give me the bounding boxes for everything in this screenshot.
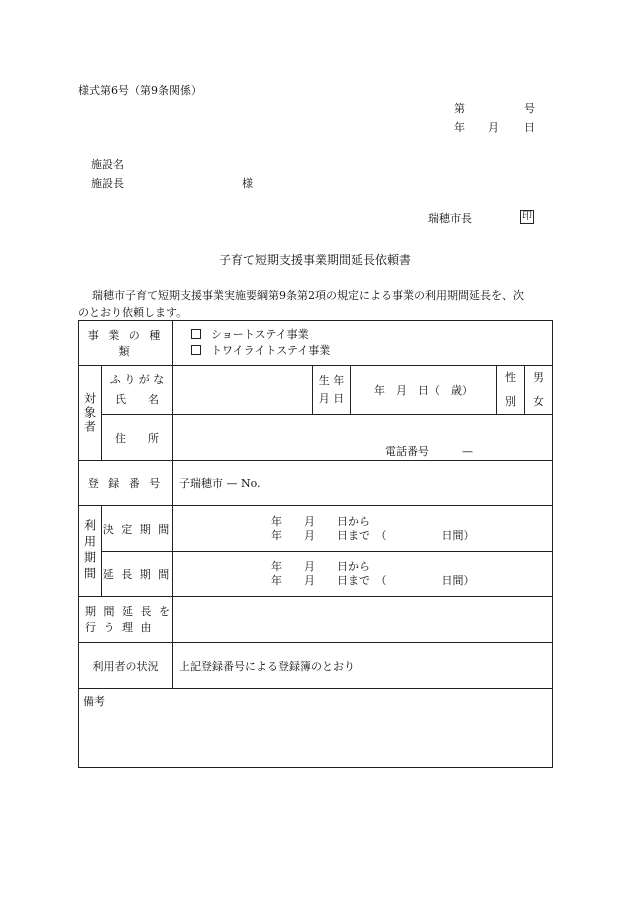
document-title: 子育て短期支援事業期間延長依頼書: [218, 253, 411, 267]
row-address: [79, 415, 553, 461]
sex-label-2: 別: [505, 395, 516, 408]
option-short-stay[interactable]: [191, 327, 552, 343]
decided-period-label: 決 定 期 間: [102, 506, 173, 552]
honorific: 様: [242, 177, 253, 190]
doc-date-month: 月: [488, 121, 499, 134]
row-reason: [79, 597, 553, 643]
extension-from: 年 月 日から: [271, 560, 370, 573]
usage-period-label-text: 利用期間: [82, 519, 97, 583]
decided-to: 年 月 日まで （ 日間）: [271, 528, 475, 542]
registration-label: 登 録 番 号: [79, 461, 173, 506]
doc-number-dai: 第: [454, 102, 465, 115]
sex-female[interactable]: 女: [533, 395, 545, 408]
birthdate-label-2: 月 日: [318, 392, 345, 405]
sex-options-cell[interactable]: [525, 366, 553, 415]
user-status-label: 利用者の状況: [79, 643, 173, 689]
facility-head-label: 施設長: [91, 177, 124, 190]
checkbox-icon[interactable]: [191, 329, 201, 339]
service-type-options: [173, 321, 553, 366]
decided-from: 年 月 日から: [271, 514, 370, 528]
remarks-cell[interactable]: [79, 689, 553, 768]
doc-number-go: 号: [524, 102, 535, 115]
name-value[interactable]: [173, 366, 313, 415]
row-decided-period: [79, 506, 553, 552]
seal-box: 印: [522, 211, 532, 222]
reason-label: [79, 597, 173, 643]
address-label: 住 所: [102, 415, 173, 461]
name-label: 氏 名: [115, 393, 159, 406]
option-short-stay-label: ショートステイ事業: [211, 328, 309, 341]
row-user-status: [79, 643, 553, 689]
row-service-type: [79, 321, 553, 366]
decided-period-value[interactable]: [173, 506, 553, 552]
doc-date-day: 日: [524, 121, 535, 134]
issuer-mayor: 瑞穂市長: [428, 212, 472, 225]
reason-value[interactable]: [173, 597, 553, 643]
sex-label-cell: [497, 366, 525, 415]
service-type-label: 事 業 の 種 類: [79, 321, 173, 366]
row-extension-period: [79, 552, 553, 597]
subject-label-text: 対象者: [82, 392, 97, 434]
address-value[interactable]: [173, 415, 553, 461]
reason-label-1: 期 間 延 長 を: [85, 604, 172, 618]
body-text-line2: のとおり依頼します。: [78, 306, 188, 319]
sex-male[interactable]: 男: [533, 371, 545, 384]
reason-label-2: 行 う 理 由: [85, 620, 154, 634]
option-twilight-stay-label: トワイライトステイ事業: [211, 344, 331, 357]
application-table: [78, 320, 553, 768]
extension-period-label: 延 長 期 間: [102, 552, 173, 597]
subject-label: [79, 366, 102, 461]
birthdate-label-cell: [313, 366, 351, 415]
extension-period-value[interactable]: [173, 552, 553, 597]
birthdate-label-1: 生 年: [318, 374, 345, 387]
name-label-cell: [102, 366, 173, 415]
usage-period-label: [79, 506, 102, 597]
birthdate-value[interactable]: 年 月 日（ 歳）: [351, 366, 497, 415]
checkbox-icon[interactable]: [191, 345, 201, 355]
row-name: [79, 366, 553, 415]
extension-to: 年 月 日まで （ 日間）: [271, 574, 475, 587]
row-remarks: [79, 689, 553, 768]
doc-date-year: 年: [454, 121, 465, 134]
user-status-value[interactable]: 上記登録番号による登録簿のとおり: [173, 643, 553, 689]
form-number: 様式第6号（第9条関係）: [78, 84, 202, 97]
furigana-label: ふ り が な: [109, 373, 165, 386]
remarks-label: 備考: [83, 695, 105, 708]
sex-label-1: 性: [505, 371, 516, 384]
option-twilight-stay[interactable]: [191, 343, 552, 359]
body-text-line1: 瑞穂市子育て短期支援事業実施要綱第9条第2項の規定による事業の利用期間延長を、次: [92, 289, 524, 302]
phone-label: 電話番号 —: [385, 445, 473, 458]
row-registration: [79, 461, 553, 506]
facility-name-label: 施設名: [91, 158, 124, 171]
seal-mark: [520, 209, 534, 224]
registration-value[interactable]: 子瑞穂市 — No.: [173, 461, 553, 506]
